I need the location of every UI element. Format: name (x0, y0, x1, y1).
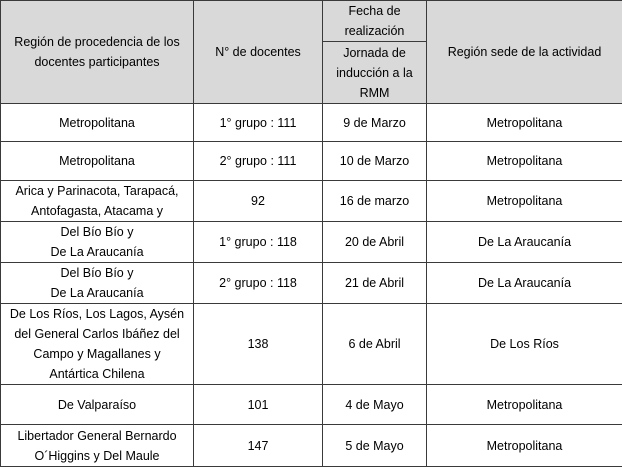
table-row (1, 222, 622, 263)
cell-region-host (427, 263, 622, 304)
cell-region-host (427, 385, 622, 425)
cell-num-teachers (194, 385, 323, 425)
region-origin-line: Libertador General Bernardo (3, 426, 191, 446)
region-origin-line: De Los Ríos, Los Lagos, Aysén (3, 304, 191, 324)
cell-date (323, 425, 427, 467)
region-host-text: De La Araucanía (478, 235, 571, 249)
table-row (1, 104, 622, 142)
region-origin-line: Antofagasta, Atacama y (3, 201, 191, 221)
table-body (1, 1, 622, 467)
region-origin-line: De Valparaíso (3, 395, 191, 415)
num-teachers-text: 2° grupo : 111 (220, 154, 297, 168)
cell-region-origin (1, 263, 194, 304)
region-host-text: Metropolitana (487, 439, 563, 453)
region-origin-line: Metropolitana (3, 113, 191, 133)
header-region-host-label: Región sede de la actividad (448, 45, 602, 59)
cell-region-origin (1, 304, 194, 385)
region-origin-line: Del Bío Bío y (3, 222, 191, 242)
cell-num-teachers (194, 425, 323, 467)
cell-num-teachers (194, 222, 323, 263)
cell-region-origin (1, 104, 194, 142)
region-host-text: Metropolitana (487, 194, 563, 208)
region-origin-line: Metropolitana (3, 151, 191, 171)
cell-num-teachers (194, 304, 323, 385)
cell-region-origin (1, 142, 194, 181)
header-num-teachers-label: N° de docentes (215, 45, 301, 59)
num-teachers-text: 1° grupo : 118 (219, 235, 297, 249)
region-origin-line: Del Bío Bío y (3, 263, 191, 283)
cell-region-host (427, 425, 622, 467)
region-host-text: Metropolitana (487, 398, 563, 412)
region-origin-line: De La Araucanía (3, 242, 191, 262)
date-text: 5 de Mayo (345, 439, 403, 453)
num-teachers-text: 1° grupo : 111 (220, 116, 297, 130)
region-host-text: Metropolitana (487, 116, 563, 130)
region-origin-line: Campo y Magallanes y (3, 344, 191, 364)
cell-date (323, 142, 427, 181)
cell-region-host (427, 104, 622, 142)
header-date-sub (323, 42, 427, 104)
table-row (1, 304, 622, 385)
table-row (1, 425, 622, 467)
cell-region-origin (1, 181, 194, 222)
header-date-group-label: Fecha de realización (345, 4, 405, 38)
region-origin-line: De La Araucanía (3, 283, 191, 303)
cell-region-host (427, 222, 622, 263)
num-teachers-text: 2° grupo : 118 (219, 276, 297, 290)
region-host-text: De La Araucanía (478, 276, 571, 290)
header-region-origin-label: Región de procedencia de los docentes participantes (14, 35, 179, 69)
cell-region-origin (1, 425, 194, 467)
cell-region-host (427, 181, 622, 222)
cell-region-host (427, 142, 622, 181)
region-origin-line: O´Higgins y Del Maule (3, 446, 191, 466)
cell-num-teachers (194, 142, 323, 181)
header-date-group (323, 1, 427, 42)
cell-num-teachers (194, 104, 323, 142)
region-origin-line: del General Carlos Ibáñez del (3, 324, 191, 344)
header-row (1, 1, 622, 42)
table-row (1, 263, 622, 304)
header-region-origin (1, 1, 194, 104)
header-num-teachers (194, 1, 323, 104)
region-origin-line: Arica y Parinacota, Tarapacá, (3, 181, 191, 201)
cell-date (323, 385, 427, 425)
region-host-text: De Los Ríos (490, 337, 559, 351)
region-origin-line: Antártica Chilena (3, 364, 191, 384)
table-row (1, 181, 622, 222)
date-text: 21 de Abril (345, 276, 404, 290)
date-text: 20 de Abril (345, 235, 404, 249)
cell-date (323, 263, 427, 304)
num-teachers-text: 101 (248, 398, 269, 412)
cell-region-origin (1, 385, 194, 425)
header-date-sub-label: Jornada de inducción a la RMM (336, 46, 412, 100)
table-row (1, 142, 622, 181)
date-text: 16 de marzo (340, 194, 409, 208)
num-teachers-text: 138 (248, 337, 269, 351)
cell-date (323, 104, 427, 142)
cell-num-teachers (194, 181, 323, 222)
header-region-host (427, 1, 622, 104)
table-row (1, 385, 622, 425)
cell-num-teachers (194, 263, 323, 304)
num-teachers-text: 147 (248, 439, 269, 453)
date-text: 6 de Abril (348, 337, 400, 351)
cell-region-host (427, 304, 622, 385)
cell-date (323, 222, 427, 263)
cell-date (323, 181, 427, 222)
num-teachers-text: 92 (251, 194, 265, 208)
cell-region-origin (1, 222, 194, 263)
date-text: 9 de Marzo (343, 116, 406, 130)
region-host-text: Metropolitana (487, 154, 563, 168)
cell-date (323, 304, 427, 385)
date-text: 4 de Mayo (345, 398, 403, 412)
date-text: 10 de Marzo (340, 154, 409, 168)
